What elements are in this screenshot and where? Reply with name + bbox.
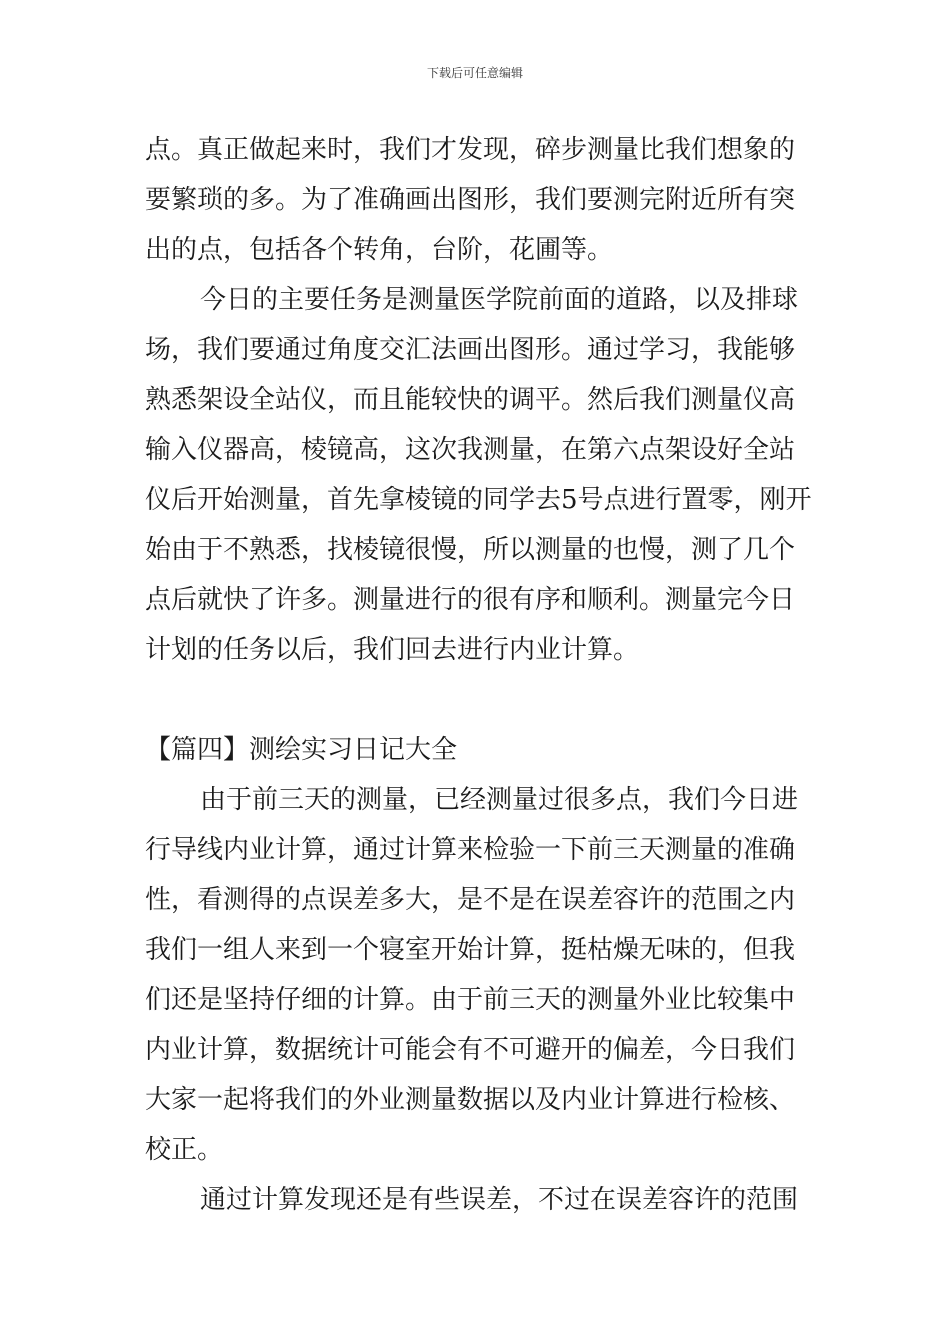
- text-line: 们还是坚持仔细的计算。由于前三天的测量外业比较集中: [145, 985, 796, 1015]
- text-line: 计划的任务以后，我们回去进行内业计算。: [145, 635, 640, 665]
- text-line: 始由于不熟悉，找棱镜很慢，所以测量的也慢，测了几个: [145, 535, 796, 565]
- text-line: 出的点，包括各个转角，台阶，花圃等。: [145, 235, 614, 265]
- document-body: [145, 125, 815, 1225]
- text-line: 熟悉架设全站仪，而且能较快的调平。然后我们测量仪高: [145, 385, 796, 415]
- text-line: 由于前三天的测量，已经测量过很多点，我们今日进: [200, 785, 799, 815]
- text-line: 性，看测得的点误差多大，是不是在误差容许的范围之内: [145, 885, 796, 915]
- text-line: 要繁琐的多。为了准确画出图形，我们要测完附近所有突: [145, 185, 796, 215]
- text-line: 校正。: [145, 1135, 224, 1165]
- section-heading: 【篇四】测绘实习日记大全: [145, 735, 458, 765]
- text-line: 行导线内业计算，通过计算来检验一下前三天测量的准确: [145, 835, 796, 865]
- text-line: 我们一组人来到一个寝室开始计算，挺枯燥无味的，但我: [145, 935, 796, 965]
- paragraph-1: [145, 125, 815, 275]
- paragraph-4: [145, 1175, 815, 1225]
- text-line: 输入仪器高，棱镜高，这次我测量，在第六点架设好全站: [145, 435, 796, 465]
- text-line: 大家一起将我们的外业测量数据以及内业计算进行检核、: [145, 1085, 796, 1115]
- text-line: 今日的主要任务是测量医学院前面的道路，以及排球: [200, 285, 799, 315]
- page-header: 下载后可任意编辑: [426, 66, 523, 80]
- paragraph-2: [145, 275, 815, 675]
- text-line: 点。真正做起来时，我们才发现，碎步测量比我们想象的: [145, 135, 796, 165]
- blank-line: [145, 675, 815, 725]
- text-line: 通过计算发现还是有些误差，不过在误差容许的范围: [200, 1185, 799, 1215]
- text-line: 仪后开始测量，首先拿棱镜的同学去5号点进行置零，刚开: [145, 485, 812, 515]
- text-line: 点后就快了许多。测量进行的很有序和顺利。测量完今日: [145, 585, 796, 615]
- paragraph-3: [145, 775, 815, 1175]
- text-line: 内业计算，数据统计可能会有不可避开的偏差，今日我们: [145, 1035, 796, 1065]
- text-line: 场，我们要通过角度交汇法画出图形。通过学习，我能够: [145, 335, 796, 365]
